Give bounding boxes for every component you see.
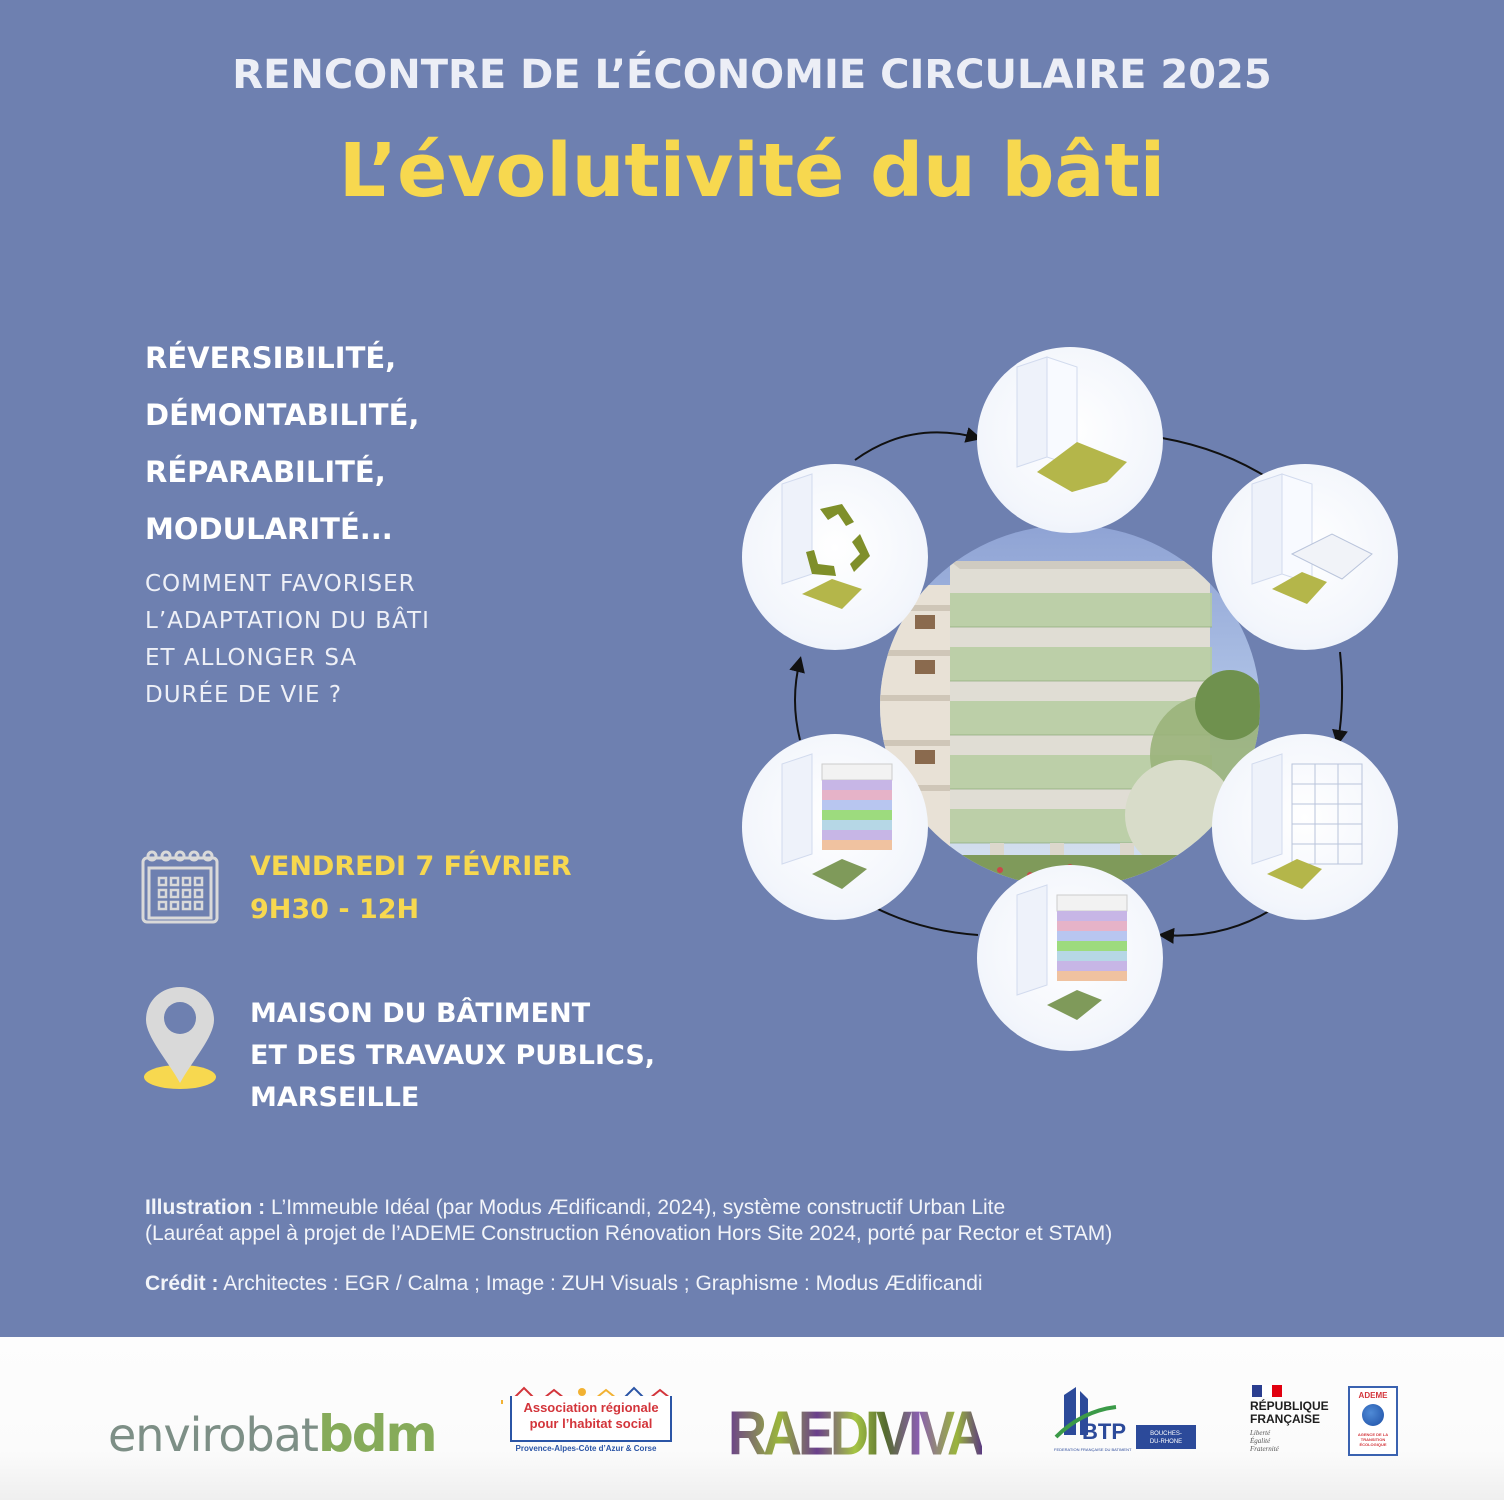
event-datetime [250,845,571,931]
location-line: ET DES TRAVAUX PUBLICS, [250,1040,656,1071]
illustration-text-2: (Lauréat appel à projet de l’ADEME Construction Rénovation Hors Site 2024, porté par Rector et STAM) [145,1222,1113,1245]
rf-motto: Fraternité [1250,1445,1279,1453]
rf-name-1: RÉPUBLIQUE [1250,1399,1329,1413]
logo-ademe [1348,1386,1398,1456]
logo-arhlm [500,1384,672,1454]
svg-text:BTP: BTP [1082,1419,1126,1444]
question-line: DURÉE DE VIE ? [145,682,343,708]
logo-republique-francaise [1250,1385,1340,1455]
question-line: ET ALLONGER SA [145,645,358,671]
credits-block [145,1195,1112,1297]
event-location [250,993,655,1119]
svg-text:DU-RHONE: DU-RHONE [1149,1439,1183,1445]
arhlm-line-2: pour l’habitat social [529,1416,653,1431]
map-pin-icon [140,985,220,1090]
rf-name-2: FRANÇAISE [1250,1412,1321,1426]
keyword: RÉPARABILITÉ, [145,455,386,489]
arhlm-line-3: Provence-Alpes-Côte d’Azur & Corse [515,1444,657,1453]
credit-text: Architectes : EGR / Calma ; Image : ZUH Visuals ; Graphisme : Modus Ædificandi [223,1272,983,1295]
french-flag-icon [1252,1385,1282,1397]
page-title: L’évolutivité du bâti [338,128,1166,214]
globe-icon [1362,1404,1384,1426]
cycle-step-colorful-building [977,865,1163,1051]
illustration-label: Illustration : [145,1196,266,1219]
credit-label: Crédit : [145,1272,219,1295]
building-photo [880,525,1260,887]
cycle-step-frame [1212,734,1398,920]
ademe-subtitle: AGENCE DE LA TRANSITION ÉCOLOGIQUE [1357,1432,1389,1447]
question-line: L’ADAPTATION DU BÂTI [145,608,430,634]
logo-envirobat-text: envirobat [108,1408,318,1462]
logo-btp [1052,1385,1202,1455]
question-line: COMMENT FAVORISER [145,571,416,597]
calendar-icon [140,846,220,926]
keyword: RÉVERSIBILITÉ, [145,341,397,375]
cycle-step-empty-plot [977,347,1163,533]
keywords-list [145,330,419,558]
cycle-step-recycle [742,464,928,650]
event-time: 9H30 - 12H [250,894,420,925]
logo-envirobat-bdm [108,1405,436,1463]
illustration-text: L’Immeuble Idéal (par Modus Ædificandi, 2024), système constructif Urban Lite [271,1196,1006,1219]
event-series-title: RENCONTRE DE L’ÉCONOMIE CIRCULAIRE 2025 [232,52,1272,98]
logo-raediviva: RAEDIVIVA [728,1399,983,1469]
cycle-step-interior [1212,464,1398,650]
keyword: DÉMONTABILITÉ, [145,398,420,432]
rf-motto: Liberté [1250,1429,1271,1437]
location-line: MAISON DU BÂTIMENT [250,998,591,1029]
keyword: MODULARITÉ... [145,512,393,546]
rf-motto: Égalité [1250,1437,1271,1445]
ademe-title: ADEME [1358,1391,1388,1400]
arhlm-line-1: Association régionale [523,1400,659,1415]
location-line: MARSEILLE [250,1082,420,1113]
event-date: VENDREDI 7 FÉVRIER [250,851,572,882]
logo-bdm-text: bdm [317,1405,436,1463]
svg-text:FEDERATION FRANÇAISE DU BATIME: FEDERATION FRANÇAISE DU BATIMENT [1054,1447,1132,1452]
question-text [145,566,430,714]
svg-text:BOUCHES-: BOUCHES- [1150,1431,1182,1437]
cycle-step-colorful-building [742,734,928,920]
